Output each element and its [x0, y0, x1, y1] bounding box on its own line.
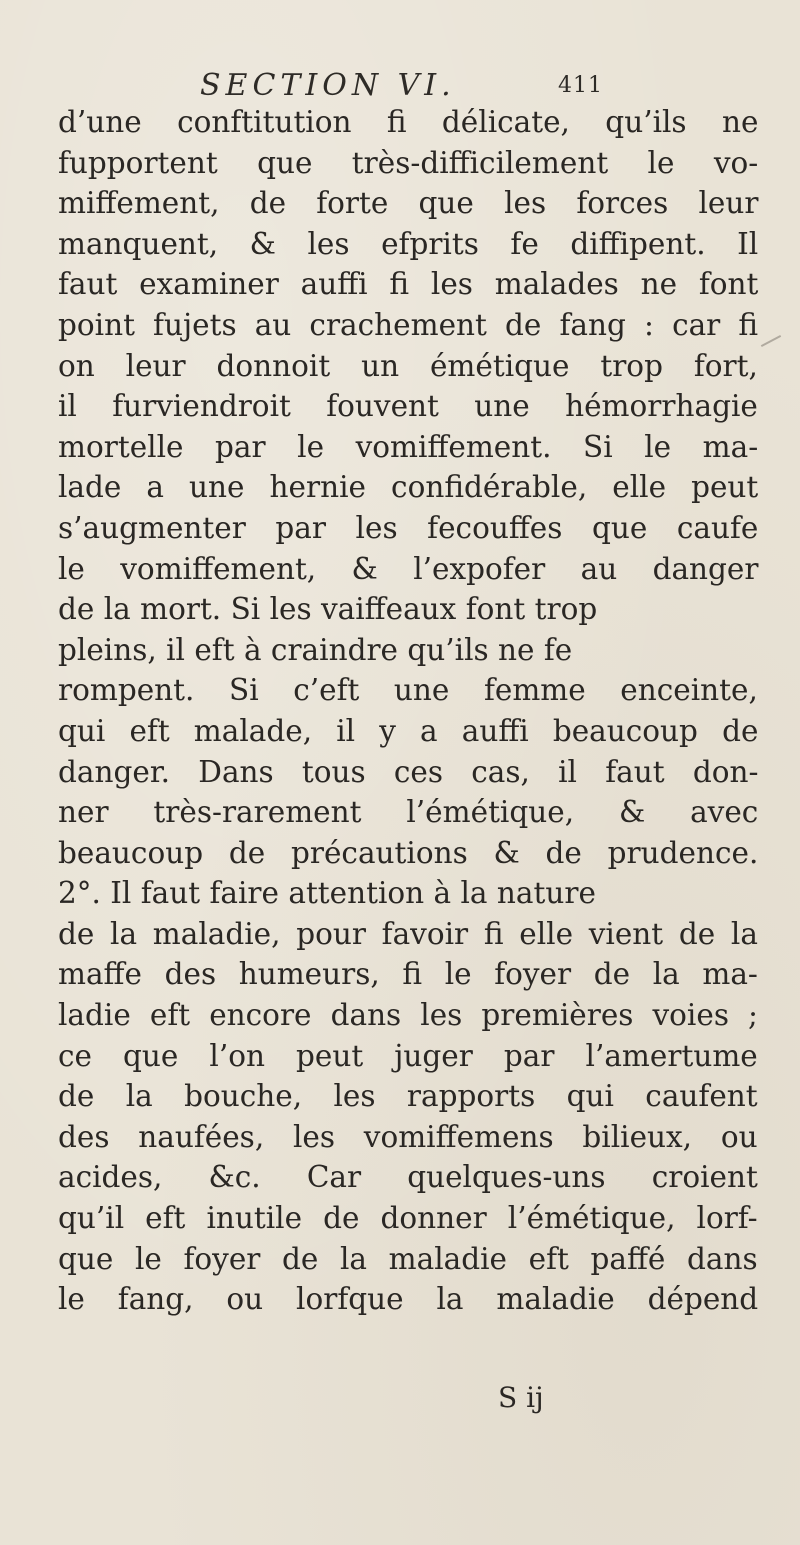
text-line-5: faut examiner auffi fi les malades ne font: [58, 267, 759, 302]
text-line-13: de la mort. Si les vaiffeaux font trop: [58, 592, 598, 627]
signature-mark: S ij: [498, 1381, 544, 1414]
text-line-10: lade a une hernie confidérable, elle peut: [58, 470, 759, 505]
text-line-18: ner très-rarement l’émétique, & avec: [58, 795, 759, 830]
text-line-3: miffement, de forte que les forces leur: [58, 186, 759, 221]
text-line-8: il furviendroit fouvent une hémorrhagie: [58, 389, 758, 424]
text-line-19: beaucoup de précautions & de prudence.: [58, 835, 759, 870]
text-line-21: de la maladie, pour favoir fi elle vient de la: [58, 916, 758, 951]
text-line-30: le fang, ou lorfque la maladie dépend: [58, 1282, 759, 1317]
text-line-24: ce que l’on peut juger par l’amertume: [58, 1038, 758, 1073]
text-line-27: acides, &c. Car quelques-uns croient: [58, 1160, 758, 1195]
margin-stroke: [761, 335, 781, 347]
text-line-29: que le foyer de la maladie eft paffé dans: [58, 1241, 758, 1276]
text-line-28: qu’il eft inutile de donner l’émétique, lorf-: [58, 1201, 758, 1236]
running-head: [0, 66, 800, 106]
text-line-7: on leur donnoit un émétique trop fort,: [58, 348, 758, 383]
text-line-1: d’une conftitution fi délicate, qu’ils ne: [58, 105, 759, 139]
text-line-12: le vomiffement, & l’expofer au danger: [58, 551, 759, 586]
text-line-2: fupportent que très-difficilement le vo-: [58, 145, 759, 180]
page-number: 411: [558, 73, 603, 98]
text-line-23: ladie eft encore dans les premières voies ;: [58, 998, 758, 1033]
text-line-11: s’augmenter par les fecouffes que caufe: [58, 510, 759, 545]
text-line-25: de la bouche, les rapports qui caufent: [58, 1079, 758, 1114]
section-title: SECTION VI.: [200, 68, 456, 103]
text-line-9: mortelle par le vomiffement. Si le ma-: [58, 429, 759, 464]
text-line-15: rompent. Si c’eft une femme enceinte,: [58, 673, 758, 708]
text-line-14: pleins, il eft à craindre qu’ils ne fe: [58, 632, 573, 667]
text-line-6: point fujets au crachement de fang : car fi: [58, 307, 759, 342]
text-line-22: maffe des humeurs, fi le foyer de la ma-: [58, 957, 758, 992]
text-line-16: qui eft malade, il y a auffi beaucoup de: [58, 713, 759, 748]
text-line-26: des naufées, les vomiffemens bilieux, ou: [58, 1119, 758, 1154]
text-line-17: danger. Dans tous ces cas, il faut don-: [58, 754, 759, 789]
text-line-4: manquent, & les efprits fe diffipent. Il: [58, 226, 759, 261]
body-text: [58, 102, 758, 1320]
text-line-20: 2°. Il faut faire attention à la nature: [58, 876, 596, 911]
